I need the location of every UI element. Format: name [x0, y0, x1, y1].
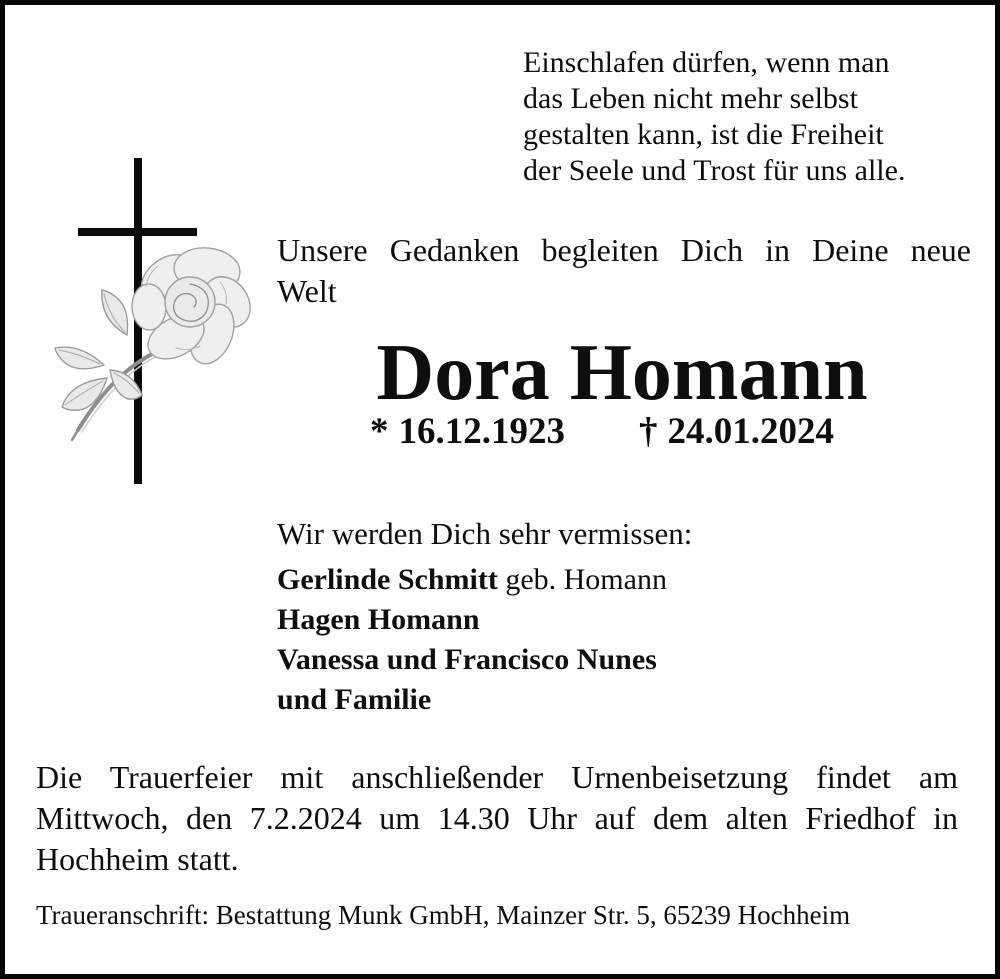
- quote-line-3: gestalten kann, ist die Freiheit: [523, 118, 884, 151]
- rose-icon: [55, 245, 260, 440]
- death-date: [639, 412, 834, 452]
- farewell-line: Wir werden Dich sehr vermissen:: [277, 516, 693, 551]
- mourner-line: Vanessa und Francisco Nunes: [277, 643, 657, 676]
- mourner-line: und Familie: [277, 683, 432, 716]
- ceremony-line-1: Die Trauerfeier mit anschließender Urnenbeisetzung findet am: [36, 759, 958, 795]
- quote-line-4: der Seele und Trost für uns alle.: [523, 154, 906, 187]
- mourner-line: Hagen Homann: [277, 603, 480, 636]
- ceremony-line-3: Hochheim statt.: [36, 841, 239, 877]
- quote-line-1: Einschlafen dürfen, wenn man: [523, 46, 890, 79]
- ceremony-line-2: Mittwoch, den 7.2.2024 um 14.30 Uhr auf dem alten Friedhof in: [36, 800, 958, 836]
- intro-line-1: Unsere Gedanken begleiten Dich in Deine neue: [277, 232, 971, 268]
- death-dagger-symbol: †: [639, 411, 658, 452]
- birth-star-symbol: *: [370, 411, 389, 452]
- funeral-address: Traueranschrift: Bestattung Munk GmbH, Mainzer Str. 5, 65239 Hochheim: [36, 900, 851, 930]
- ceremony-info: [36, 757, 958, 880]
- cross-and-rose-graphic: [40, 150, 270, 490]
- mourners-list: [277, 560, 667, 720]
- intro-text: [277, 230, 971, 312]
- birth-date-value: 16.12.1923: [398, 411, 565, 452]
- quote-line-2: das Leben nicht mehr selbst: [523, 82, 858, 115]
- death-date-value: 24.01.2024: [667, 411, 834, 452]
- memorial-quote: [523, 45, 923, 189]
- birth-date: [370, 412, 565, 452]
- life-dates: [277, 412, 967, 452]
- mourner-line: Gerlinde Schmitt geb. Homann: [277, 563, 667, 596]
- intro-line-2: Welt: [277, 273, 337, 309]
- deceased-name: Dora Homann: [376, 329, 868, 417]
